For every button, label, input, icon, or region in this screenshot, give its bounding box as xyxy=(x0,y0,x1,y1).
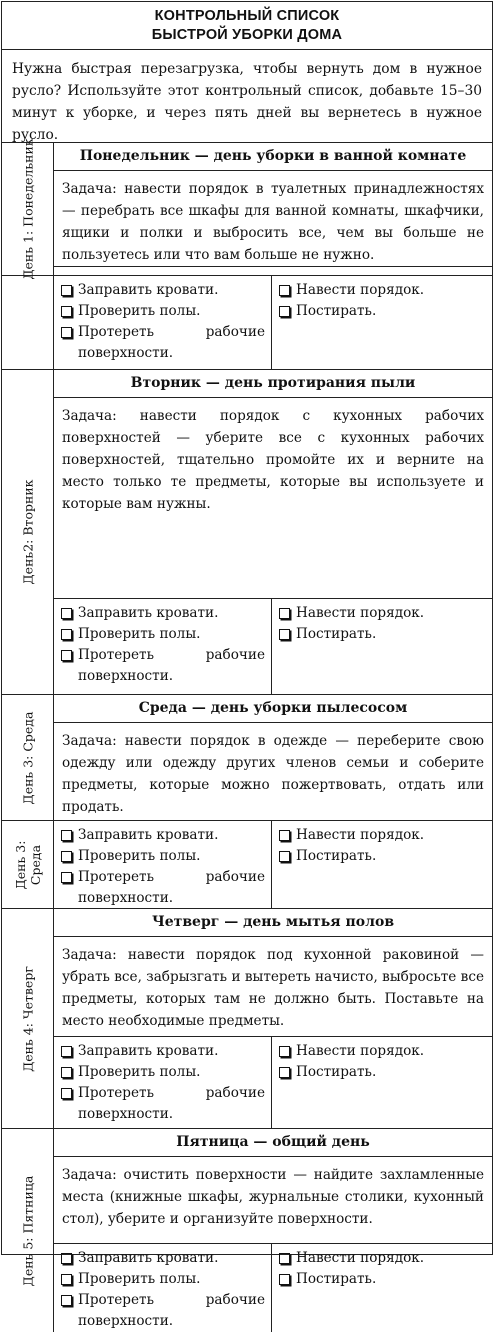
checkbox-icon[interactable] xyxy=(279,306,290,317)
day-heading: Четверг — день мытья полов xyxy=(54,909,492,937)
checklist-item[interactable]: Протереть рабочие поверхности. xyxy=(61,867,265,909)
day-content xyxy=(54,1129,492,1332)
checkbox-icon[interactable] xyxy=(61,830,72,841)
checklist-block xyxy=(54,821,492,908)
checklist-item[interactable]: Постирать. xyxy=(279,1269,486,1290)
day-content xyxy=(54,143,492,275)
checkbox-icon[interactable] xyxy=(279,851,290,862)
checklist-right-column xyxy=(272,821,492,909)
day-monday-checklist xyxy=(2,276,492,370)
checklist-right-column xyxy=(272,1037,492,1128)
checklist-item[interactable]: Проверить полы. xyxy=(61,1269,265,1290)
checkbox-icon[interactable] xyxy=(61,1274,72,1285)
checkbox-icon[interactable] xyxy=(61,306,72,317)
checklist-left-column xyxy=(54,599,272,694)
checklist-item[interactable]: Проверить полы. xyxy=(61,1062,265,1083)
day-side-label-cell xyxy=(2,370,54,694)
checklist-columns xyxy=(54,599,492,694)
checklist-item[interactable]: Протереть рабочие поверхности. xyxy=(61,1083,265,1125)
checkbox-icon[interactable] xyxy=(61,872,72,883)
day-side-label-cell xyxy=(2,695,54,820)
day-side-label: День 5: Пятница xyxy=(20,1175,35,1286)
day-task: Задача: навести порядок в одежде — переберите свою одежду или одежду других членов семьи и соберите предметы, которые можно пожертвовать, отдать или продать. xyxy=(62,733,484,815)
checkbox-icon[interactable] xyxy=(279,1046,290,1057)
checklist-page xyxy=(1,1,493,1329)
checklist-right-column xyxy=(272,1244,492,1332)
day-wednesday-checklist xyxy=(2,821,492,909)
checklist-left-column xyxy=(54,821,272,909)
checklist-columns xyxy=(54,276,492,369)
checklist-item[interactable]: Проверить полы. xyxy=(61,624,265,645)
day-heading: Вторник — день протирания пыли xyxy=(54,370,492,398)
title-line-1: КОНТРОЛЬНЫЙ СПИСОК xyxy=(154,8,340,24)
day-task: Задача: навести порядок в туалетных принадлежностях — перебрать все шкафы для ванной комнаты, шкафчики, ящики и полки и выбросить все, чем вы больше не пользуетесь или что вам больше не нужно. xyxy=(54,171,492,267)
checkbox-icon[interactable] xyxy=(61,285,72,296)
day-heading: Среда — день уборки пылесосом xyxy=(54,695,492,723)
checkbox-icon[interactable] xyxy=(279,1253,290,1264)
day-monday-section xyxy=(2,138,492,280)
checkbox-icon[interactable] xyxy=(279,1274,290,1285)
checkbox-icon[interactable] xyxy=(61,1295,72,1306)
checkbox-icon[interactable] xyxy=(61,608,72,619)
checklist-item[interactable]: Заправить кровати. xyxy=(61,603,265,624)
checkbox-icon[interactable] xyxy=(61,650,72,661)
checkbox-icon[interactable] xyxy=(279,629,290,640)
day-side-label: День 3: Среда xyxy=(20,711,35,804)
checklist-item[interactable]: Постирать. xyxy=(279,624,486,645)
checklist-right-column xyxy=(272,599,492,694)
checklist-columns xyxy=(54,821,492,909)
day-side-continuation xyxy=(2,276,54,369)
checkbox-icon[interactable] xyxy=(61,1067,72,1078)
intro-text: Нужна быстрая перезагрузка, чтобы вернуть дом в нужное русло? Используйте этот контрольный список, добавьте 15–30 минут к уборке, и через пять дней вы вернетесь в нужное русло. xyxy=(2,50,492,143)
checklist-block xyxy=(54,276,492,369)
page-title xyxy=(2,2,492,50)
checklist-item[interactable]: Протереть рабочие поверхности. xyxy=(61,322,265,364)
checkbox-icon[interactable] xyxy=(61,327,72,338)
day-side-label: День 4: Четверг xyxy=(20,965,35,1072)
day-wednesday-section xyxy=(2,695,492,821)
checkbox-icon[interactable] xyxy=(61,629,72,640)
checklist-item[interactable]: Постирать. xyxy=(279,301,486,322)
checkbox-icon[interactable] xyxy=(279,285,290,296)
checkbox-icon[interactable] xyxy=(279,830,290,841)
checkbox-icon[interactable] xyxy=(61,1253,72,1264)
checklist-item[interactable]: Проверить полы. xyxy=(61,301,265,322)
checkbox-icon[interactable] xyxy=(279,608,290,619)
checklist-item[interactable]: Постирать. xyxy=(279,846,486,867)
checklist-item[interactable]: Протереть рабочие поверхности. xyxy=(61,1290,265,1332)
checklist-left-column xyxy=(54,1037,272,1128)
day-friday-section xyxy=(2,1129,492,1332)
checkbox-icon[interactable] xyxy=(61,1046,72,1057)
day-content xyxy=(54,370,492,694)
checkbox-icon[interactable] xyxy=(279,1067,290,1078)
day-side-label-cell xyxy=(2,138,54,280)
checklist-columns xyxy=(54,1244,492,1332)
checklist-item[interactable]: Навести порядок. xyxy=(279,825,486,846)
day-heading: Пятница — общий день xyxy=(54,1129,492,1157)
day-task: Задача: очистить поверхности — найдите захламленные места (книжные шкафы, журнальные столики, кухонный стол), уберите и организуйте поверхности. xyxy=(54,1157,492,1244)
day-thursday-section xyxy=(2,909,492,1129)
day-content xyxy=(54,909,492,1128)
day-heading: Понедельник — день уборки в ванной комнате xyxy=(54,143,492,171)
checklist-right-column xyxy=(272,276,492,369)
checkbox-icon[interactable] xyxy=(61,1088,72,1099)
checklist-columns xyxy=(54,1037,492,1128)
checklist-item[interactable]: Навести порядок. xyxy=(279,1248,486,1269)
checklist-item[interactable]: Навести порядок. xyxy=(279,603,486,624)
checklist-item[interactable]: Заправить кровати. xyxy=(61,825,265,846)
checklist-left-column xyxy=(54,1244,272,1332)
day-side-label-cell xyxy=(2,909,54,1128)
title-line-2: БЫСТРОЙ УБОРКИ ДОМА xyxy=(151,27,343,43)
day-side-label: День 1: Понедельник xyxy=(20,138,35,280)
day-side-label: День2: Вторник xyxy=(20,479,35,585)
checklist-item[interactable]: Навести порядок. xyxy=(279,1041,486,1062)
day-task: Задача: навести порядок под кухонной раковиной — убрать все, забрызгать и вытереть начисто, выбросьте все предметы, которых там не должно быть. Поставьте на место необходимые предметы. xyxy=(54,937,492,1037)
day-side-label-cell xyxy=(2,821,54,908)
day-task: Задача: навести порядок с кухонных рабочих поверхностей — уберите все с кухонных рабочих поверхностей, тщательно промойте их и верните на место только те предметы, которые вы используете и которые вам нужны. xyxy=(54,398,492,599)
day-content xyxy=(54,695,492,820)
checklist-item[interactable]: Заправить кровати. xyxy=(61,280,265,301)
day-side-label-short: День 3: Среда xyxy=(12,840,43,889)
checkbox-icon[interactable] xyxy=(61,851,72,862)
checklist-item[interactable]: Заправить кровати. xyxy=(61,1248,265,1269)
checklist-item[interactable]: Постирать. xyxy=(279,1062,486,1083)
checklist-item[interactable]: Навести порядок. xyxy=(279,280,486,301)
day-side-label-cell xyxy=(2,1129,54,1332)
checklist-item[interactable]: Заправить кровати. xyxy=(61,1041,265,1062)
day-tuesday-section xyxy=(2,370,492,695)
checklist-item[interactable]: Проверить полы. xyxy=(61,846,265,867)
checklist-item[interactable]: Протереть рабочие поверхности. xyxy=(61,645,265,687)
checklist-left-column xyxy=(54,276,272,369)
